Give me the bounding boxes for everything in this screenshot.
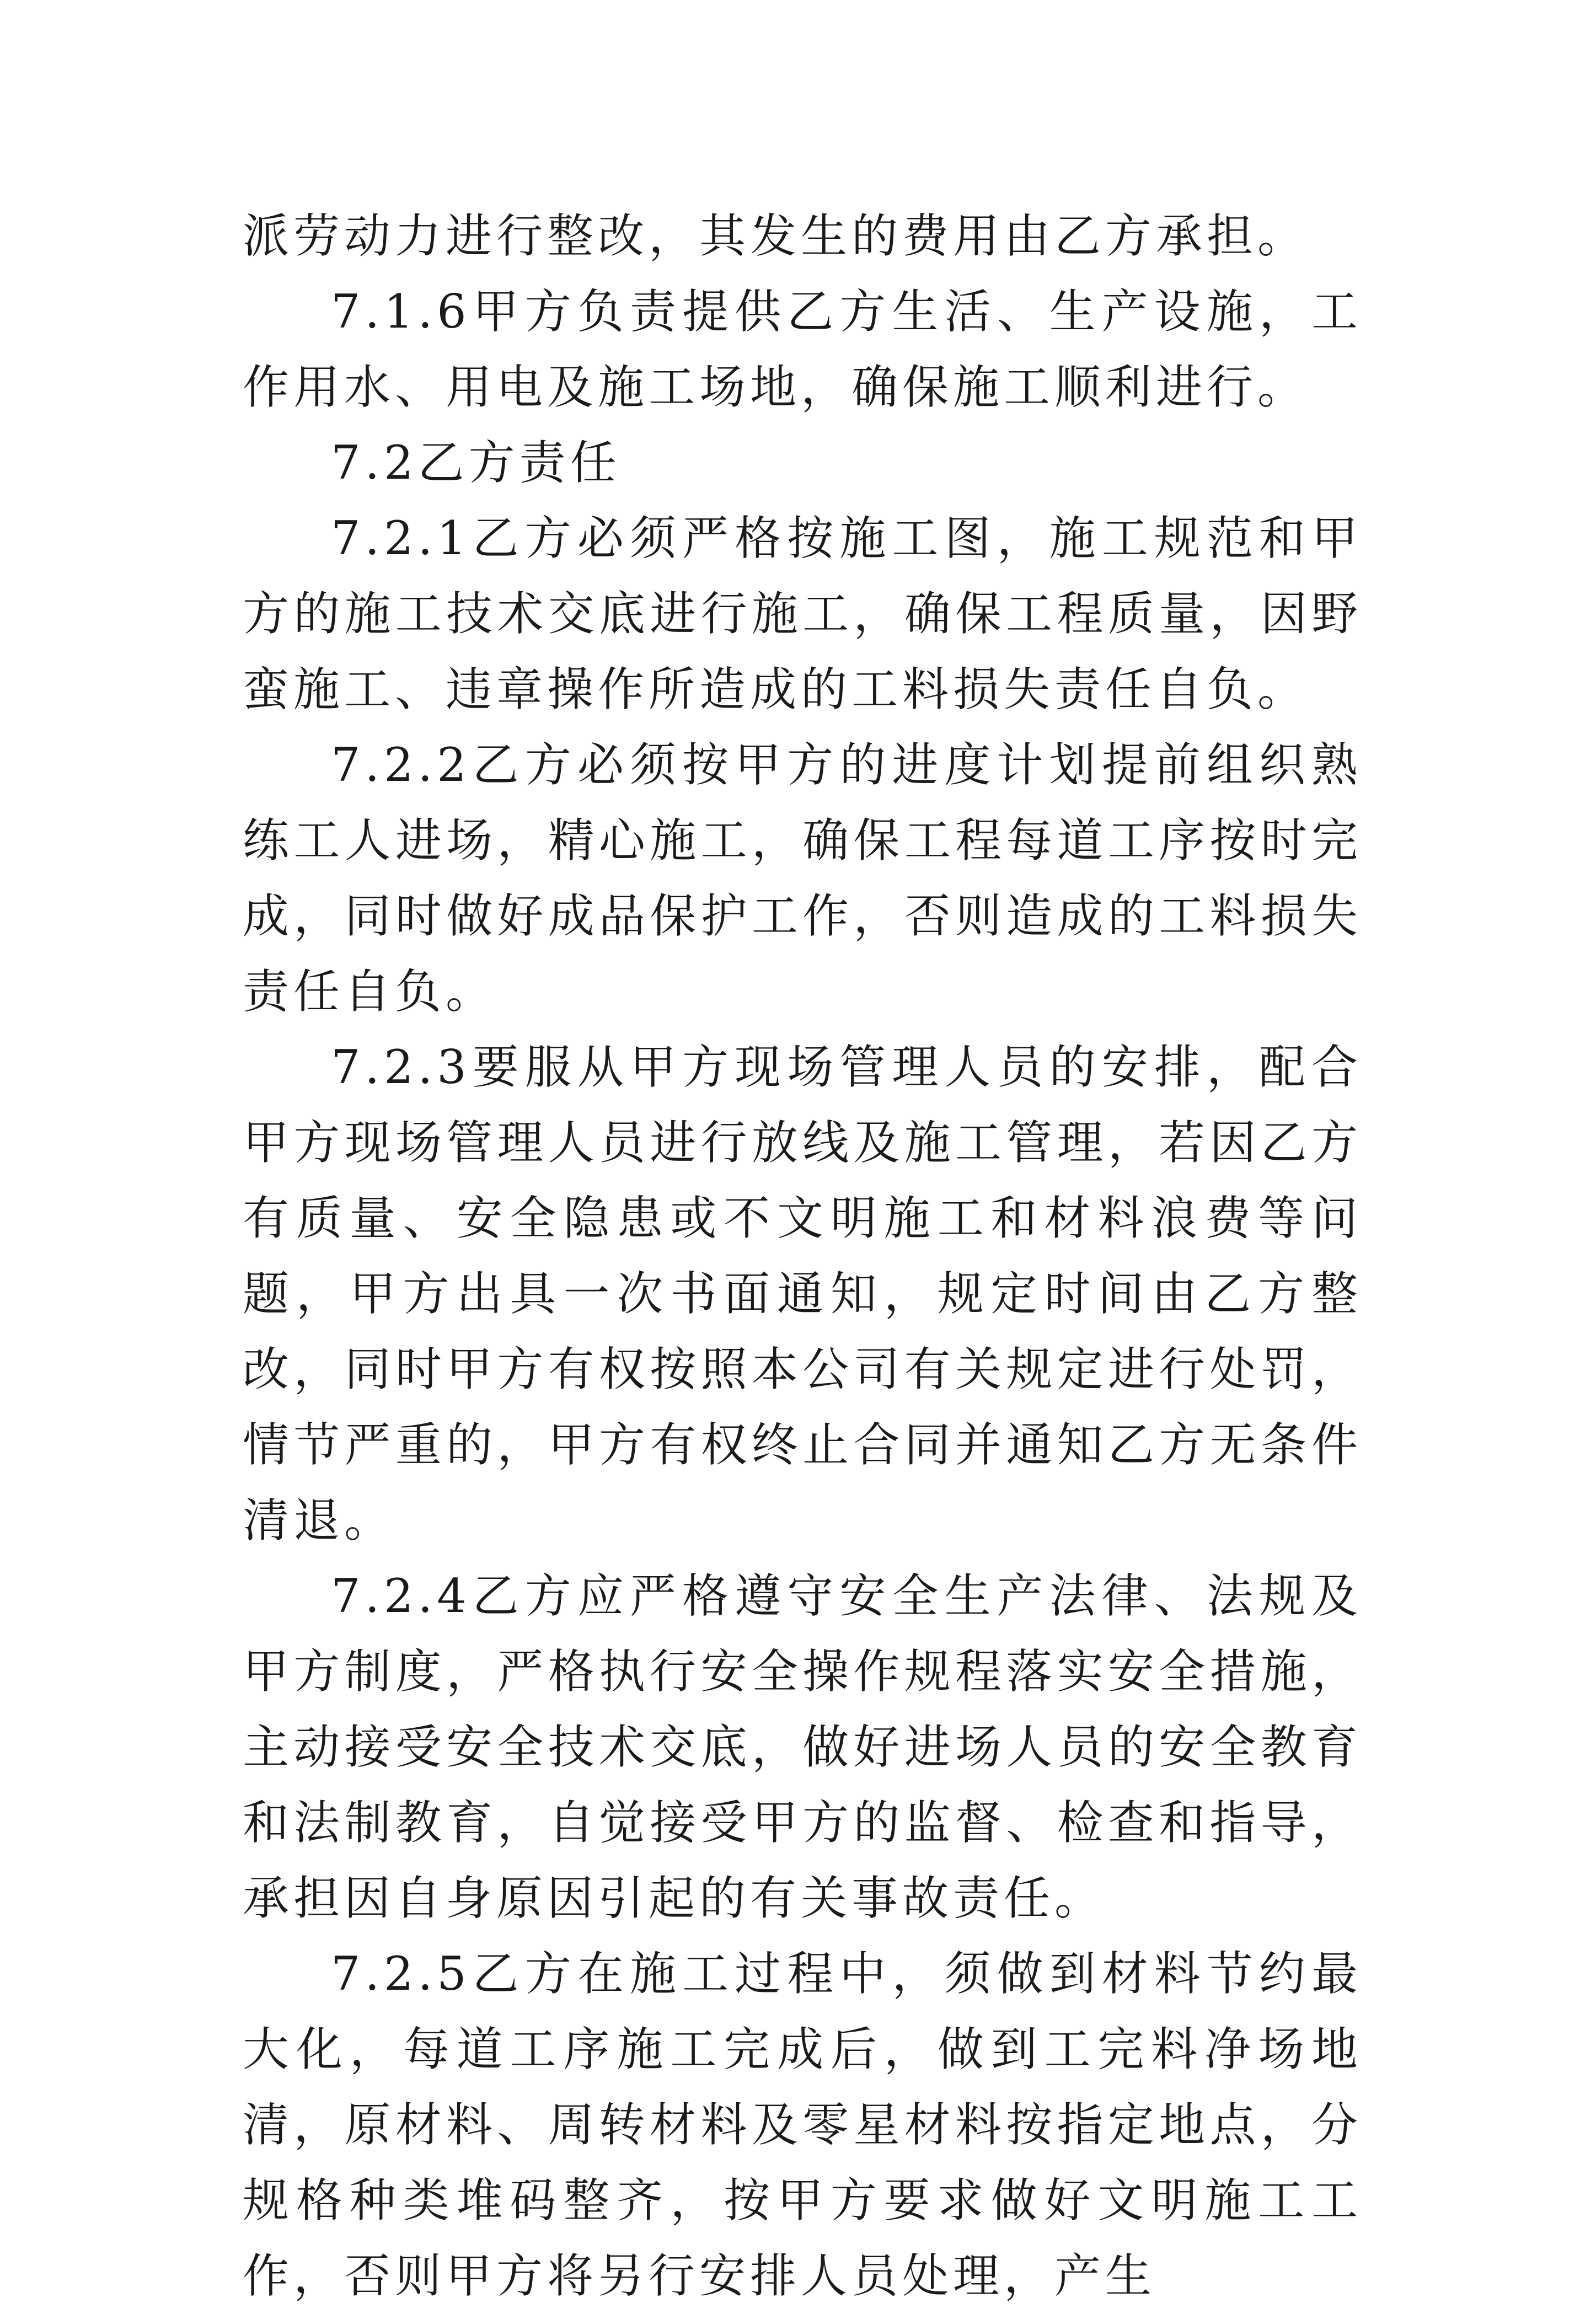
paragraph-clause-7-2-2: 7.2.2乙方必须按甲方的进度计划提前组织熟练工人进场，精心施工，确保工程每道工序按时完成，同时做好成品保护工作，否则造成的工料损失责任自负。	[243, 738, 1362, 1019]
paragraph-clause-7-2-1: 7.2.1乙方必须严格按施工图，施工规范和甲方的施工技术交底进行施工，确保工程质量，因野蛮施工、违章操作所造成的工料损失责任自负。	[243, 511, 1362, 716]
document-body	[243, 199, 1362, 2314]
paragraph-clause-7-1-6: 7.1.6甲方负责提供乙方生活、生产设施，工作用水、用电及施工场地，确保施工顺利进行。	[243, 285, 1362, 414]
paragraph-clause-7-2-5: 7.2.5乙方在施工过程中，须做到材料节约最大化，每道工序施工完成后，做到工完料净场地清，原材料、周转材料及零星材料按指定地点，分规格种类堆码整齐，按甲方要求做好文明施工工作，否则甲方将另行安排人员处理，产生	[243, 1947, 1362, 2303]
section-heading-7-2: 7.2乙方责任	[331, 436, 621, 490]
paragraph-clause-7-2-4: 7.2.4乙方应严格遵守安全生产法律、法规及甲方制度，严格执行安全操作规程落实安全措施，主动接受安全技术交底，做好进场人员的安全教育和法制教育，自觉接受甲方的监督、检查和指导，承担因自身原因引起的有关事故责任。	[243, 1569, 1362, 1925]
paragraph-clause-7-2-3: 7.2.3要服从甲方现场管理人员的安排，配合甲方现场管理人员进行放线及施工管理，若因乙方有质量、安全隐患或不文明施工和材料浪费等问题，甲方出具一次书面通知，规定时间由乙方整改，同时甲方有权按照本公司有关规定进行处罚，情节严重的，甲方有权终止合同并通知乙方无条件清退。	[243, 1040, 1362, 1547]
paragraph-continuation: 派劳动力进行整改，其发生的费用由乙方承担。	[243, 209, 1309, 263]
